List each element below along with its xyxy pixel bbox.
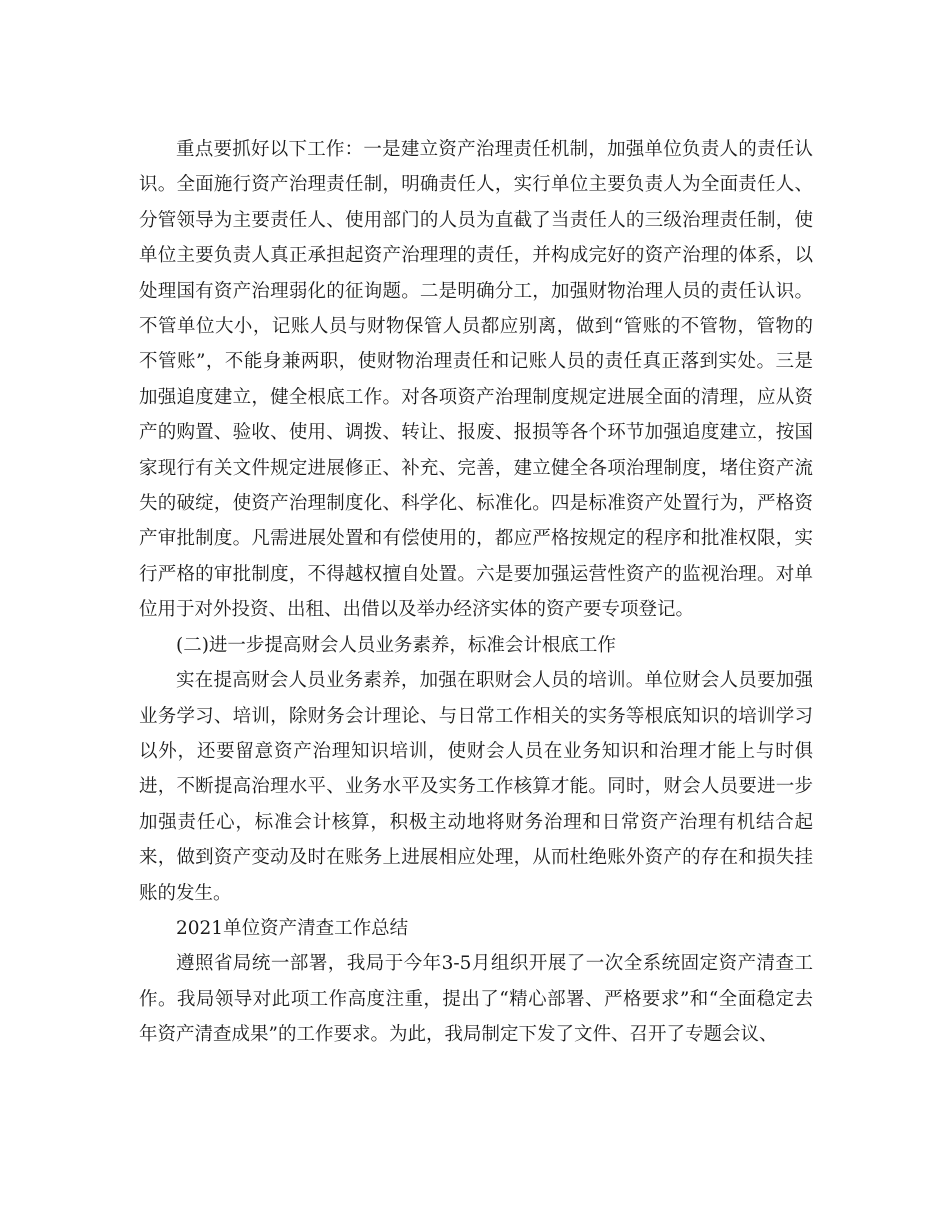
section-title-asset-inventory-summary: 2021单位资产清查工作总结 xyxy=(176,917,409,939)
paragraph-asset-inventory-work: 遵照省局统一部署，我局于今年3-5月组织开展了一次全系统固定资产清查工作。我局领导对此项工作高度注重，提出了“精心部署、严格要求”和“全面稳定去年资产清查成果”的工作要求。为此，我局制定下发了文件、召开了专题会议、 xyxy=(139,953,813,1046)
section-heading-accounting-staff: (二)进一步提高财会人员业务素养，标准会计根底工作 xyxy=(176,634,616,656)
paragraph-asset-management-responsibility: 重点要抓好以下工作：一是建立资产治理责任机制，加强单位负责人的责任认识。全面施行资产治理责任制，明确责任人，实行单位主要负责人为全面责任人、分管领导为主要责任人、使用部门的人员为直截了当责任人的三级治理责任制，使单位主要负责人真正承担起资产治理理的责任，并构成完好的资产治理的体系，以处理国有资产治理弱化的征询题。二是明确分工，加强财物治理人员的责任认识。不管单位大小，记账人员与财物保管人员都应别离，做到“管账的不管物，管物的不管账”，不能身兼两职，使财物治理责任和记账人员的责任真正落到实处。三是加强追度建立，健全根底工作。对各项资产治理制度规定进展全面的清理，应从资产的购置、验收、使用、调拨、转让、报废、报损等各个环节加强追度建立，按国家现行有关文件规定进展修正、补充、完善，建立健全各项治理制度，堵住资产流失的破绽，使资产治理制度化、科学化、标准化。四是标准资产处置行为，严格资产审批制度。凡需进展处置和有偿使用的，都应严格按规定的程序和批准权限，实行严格的审批制度，不得越权擅自处置。六是要加强运营性资产的监视治理。对单位用于对外投资、出租、出借以及举办经济实体的资产要专项登记。 xyxy=(139,139,813,621)
document-body xyxy=(139,132,813,1053)
paragraph-accounting-staff-training: 实在提高财会人员业务素养，加强在职财会人员的培训。单位财会人员要加强业务学习、培训，除财务会计理论、与日常工作相关的实务等根底知识的培训学习以外，还要留意资产治理知识培训，使财会人员在业务知识和治理才能上与时俱进，不断提高治理水平、业务水平及实务工作核算才能。同时，财会人员要进一步加强责任心，标准会计核算，积极主动地将财务治理和日常资产治理有机结合起来，做到资产变动及时在账务上进展相应处理，从而杜绝账外资产的存在和损失挂账的发生。 xyxy=(139,670,813,904)
